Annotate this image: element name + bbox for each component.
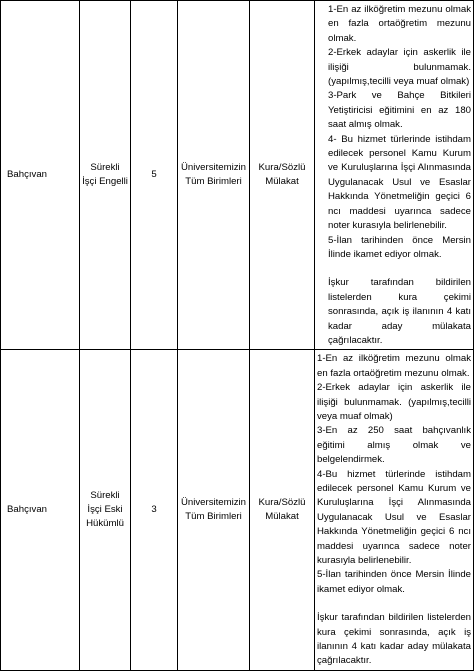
spacer [328,262,471,276]
unit-cell: Üniversitemizin Tüm Birimleri [178,1,250,350]
position-count-cell: 3 [131,350,178,671]
requirements-cell [315,350,474,671]
requirement-note: İşkur tarafından bildirilen listelerden kura çekimi sonrasında, açık iş ilanının 4 katı kadar aday mülakata çağrılacaktır. [317,612,471,667]
requirements-cell [315,1,474,350]
position-type-cell: Sürekli İşçi Engelli [80,1,131,350]
exam-method-cell: Kura/Sözlü Mülakat [250,1,315,350]
requirement-item: 1-En az ilköğretim mezunu olmak en fazla ortaöğretim mezunu olmak. [328,4,471,44]
table-row [1,1,474,350]
position-count-cell: 5 [131,1,178,350]
table-row [1,350,474,671]
requirement-item: 3-Park ve Bahçe Bitkileri Yetiştiricisi eğitimini en az 180 saat almış olmak. [328,90,471,131]
job-title-cell: Bahçıvan [1,1,80,350]
requirement-note: İşkur tarafından bildirilen listelerden kura çekimi sonrasında, açık iş ilanının 4 katı kadar aday mülakata çağrılacaktır. [328,277,471,346]
requirement-item: 2-Erkek adaylar için askerlik ile ilişiği bulunmamak. (yapılmış,tecilli veya muaf olmak) [328,47,471,88]
unit-cell: Üniversitemizin Tüm Birimleri [178,350,250,671]
requirement-item: 4- Bu hizmet türlerinde istihdam edilecek personel Kamu Kurum ve Kuruluşlarına İşçi Alınmasında Uygulanacak Usul ve Esaslar Hakkında Yönetmeliğin geçici 6 ncı maddesi uyarınca sadece noter kurasıyla belirlenebilir. [328,133,471,232]
requirement-item: 5-İlan tarihinden önce Mersin İlinde ikamet ediyor olmak. [317,569,471,595]
requirement-item: 1-En az ilköğretim mezunu olmak en fazla ortaöğretim mezunu olmak. [317,353,471,379]
requirement-item: 4-Bu hizmet türlerinde istihdam edilecek personel Kamu Kurum ve Kuruluşlarına İşçi Alınmasında Uygulanacak Usul ve Esaslar Hakkında Yönetmeliğin geçici 6 ncı maddesi uyarınca sadece noter kurasıyla belirlenebilir. [317,468,471,567]
job-title-cell: Bahçıvan [1,350,80,671]
requirement-item: 3-En az 250 saat bahçıvanlık eğitimi almış olmak ve belgelendirmek. [317,425,471,466]
requirement-item: 2-Erkek adaylar için askerlik ile ilişiği bulunmamak. (yapılmış,tecilli veya muaf olmak) [317,382,471,422]
requirement-item: 5-İlan tarihinden önce Mersin İlinde ikamet ediyor olmak. [328,234,471,260]
spacer [317,597,471,611]
exam-method-cell: Kura/Sözlü Mülakat [250,350,315,671]
position-type-cell: Sürekli İşçi Eski Hükümlü [80,350,131,671]
